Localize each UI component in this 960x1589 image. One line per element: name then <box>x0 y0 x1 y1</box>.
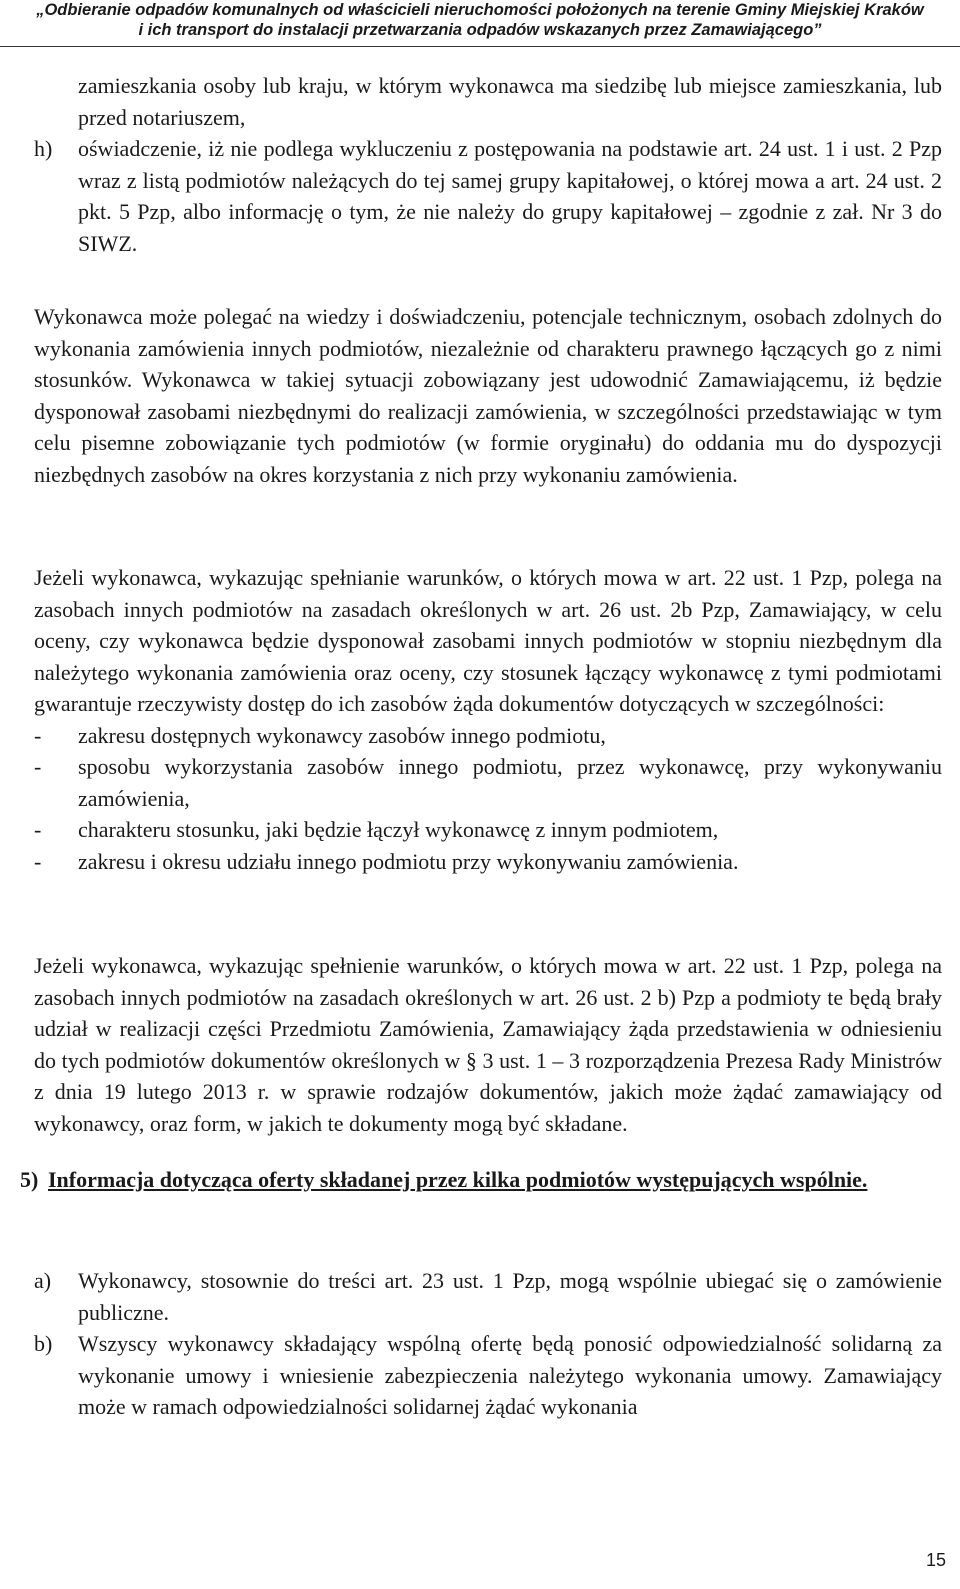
section-5-list <box>34 1265 942 1423</box>
item-b-text: Wszyscy wykonawcy składający wspólną ofertę będą ponosić odpowiedzialność solidarną za wykonanie umowy i wniesienie zabezpieczenia należytego wykonania umowy. Zamawiający może w ramach odpowiedzialności solidarnej żądać wykonania <box>78 1331 942 1419</box>
list-item-h <box>34 133 942 259</box>
section-marker: 5) <box>20 1167 39 1192</box>
paragraph-resources <box>34 301 942 490</box>
section-heading <box>20 1164 942 1196</box>
list-item-b <box>34 1328 942 1423</box>
header-divider <box>0 46 960 47</box>
paragraph-1: Wykonawca może polegać na wiedzy i doświadczeniu, potencjale technicznym, osobach zdolnych do wykonania zamówienia innych podmiotów, niezależnie od charakteru prawnego łączących go z nimi stosunków. Wykonawca w takiej sytuacji zobowiązany jest udowodnić Zamawiającemu, iż będzie dysponował zasobami niezbędnymi do realizacji zamówienia, w szczególności przedstawiając w tym celu pisemne zobowiązanie tych podmiotów (w formie oryginału) do oddania mu do dyspozycji niezbędnych zasobów na okres korzystania z nich przy wykonaniu zamówienia. <box>34 304 942 487</box>
item-h-marker: h) <box>34 136 53 161</box>
item-b-marker: b) <box>34 1331 53 1356</box>
dash-item <box>34 720 942 752</box>
header-line-2: i ich transport do instalacji przetwarzania odpadów wskazanych przez Zamawiającego” <box>138 21 822 39</box>
dash-item <box>34 814 942 846</box>
paragraph-documents-block <box>34 562 942 877</box>
item-a-text: Wykonawcy, stosownie do treści art. 23 ust. 1 Pzp, mogą wspólnie ubiegać się o zamówienie publiczne. <box>78 1268 942 1325</box>
dash-text: sposobu wykorzystania zasobów innego podmiotu, przez wykonawcę, przy wykonywaniu zamówienia, <box>78 754 942 811</box>
paragraph-2: Jeżeli wykonawca, wykazując spełnianie warunków, o których mowa w art. 22 ust. 1 Pzp, polega na zasobach innych podmiotów na zasadach określonych w art. 26 ust. 2b Pzp, Zamawiający, w celu oceny, czy wykonawca będzie dysponował zasobami innych podmiotów w stopniu niezbędnym dla należytego wykonania zamówienia oraz oceny, czy stosunek łączący wykonawcę z tymi podmiotami gwarantuje rzeczywisty dostęp do ich zasobów żąda dokumentów dotyczących w szczególności: <box>34 565 942 716</box>
dash-marker: - <box>34 754 42 779</box>
dash-marker: - <box>34 722 42 748</box>
item-a-marker: a) <box>34 1268 52 1293</box>
section-5-heading-block <box>20 1164 942 1196</box>
item-h-text: oświadczenie, iż nie podlega wykluczeniu z postępowania na podstawie art. 24 ust. 1 i ust. 2 Pzp wraz z listą podmiotów należących do tej samej grupy kapitałowej, o której mowa a art. 24 ust. 2 pkt. 5 Pzp, albo informację o tym, że nie należy do grupy kapitałowej – zgodnie z zał. Nr 3 do SIWZ. <box>78 136 942 256</box>
dash-text: zakresu dostępnych wykonawcy zasobów innego podmiotu, <box>78 722 606 748</box>
running-header <box>0 0 960 52</box>
continuation-item <box>34 70 942 133</box>
dash-item <box>34 751 942 814</box>
page-number: 15 <box>925 1550 946 1570</box>
dash-item <box>34 846 942 878</box>
continuation-text: zamieszkania osoby lub kraju, w którym wykonawca ma siedzibę lub miejsce zamieszkania, lub przed notariuszem, <box>78 73 942 130</box>
dash-text: charakteru stosunku, jaki będzie łączył wykonawcę z innym podmiotem, <box>78 817 719 842</box>
item-h-block <box>34 70 942 259</box>
header-line-1: „Odbieranie odpadów komunalnych od właścicieli nieruchomości położonych na terenie Gminy Miejskiej Kraków <box>36 1 924 19</box>
paragraph-regulation <box>34 950 942 1139</box>
dash-marker: - <box>34 848 42 874</box>
paragraph-3: Jeżeli wykonawca, wykazując spełnienie warunków, o których mowa w art. 22 ust. 1 Pzp, polega na zasobach innych podmiotów na zasadach określonych w art. 26 ust. 2 b) Pzp a podmioty te będą brały udział w realizacji części Przedmiotu Zamówienia, Zamawiający żąda przedstawienia w odniesieniu do tych podmiotów dokumentów określonych w § 3 ust. 1 – 3 rozporządzenia Prezesa Rady Ministrów z dnia 19 lutego 2013 r. w sprawie rodzajów dokumentów, jakich może żądać zamawiający od wykonawcy, oraz form, w jakich te dokumenty mogą być składane. <box>34 953 942 1136</box>
list-item-a <box>34 1265 942 1328</box>
dash-text: zakresu i okresu udziału innego podmiotu przy wykonywaniu zamówienia. <box>78 848 739 874</box>
dash-marker: - <box>34 817 42 842</box>
section-title: Informacja dotycząca oferty składanej przez kilka podmiotów występujących wspólnie. <box>48 1167 868 1192</box>
